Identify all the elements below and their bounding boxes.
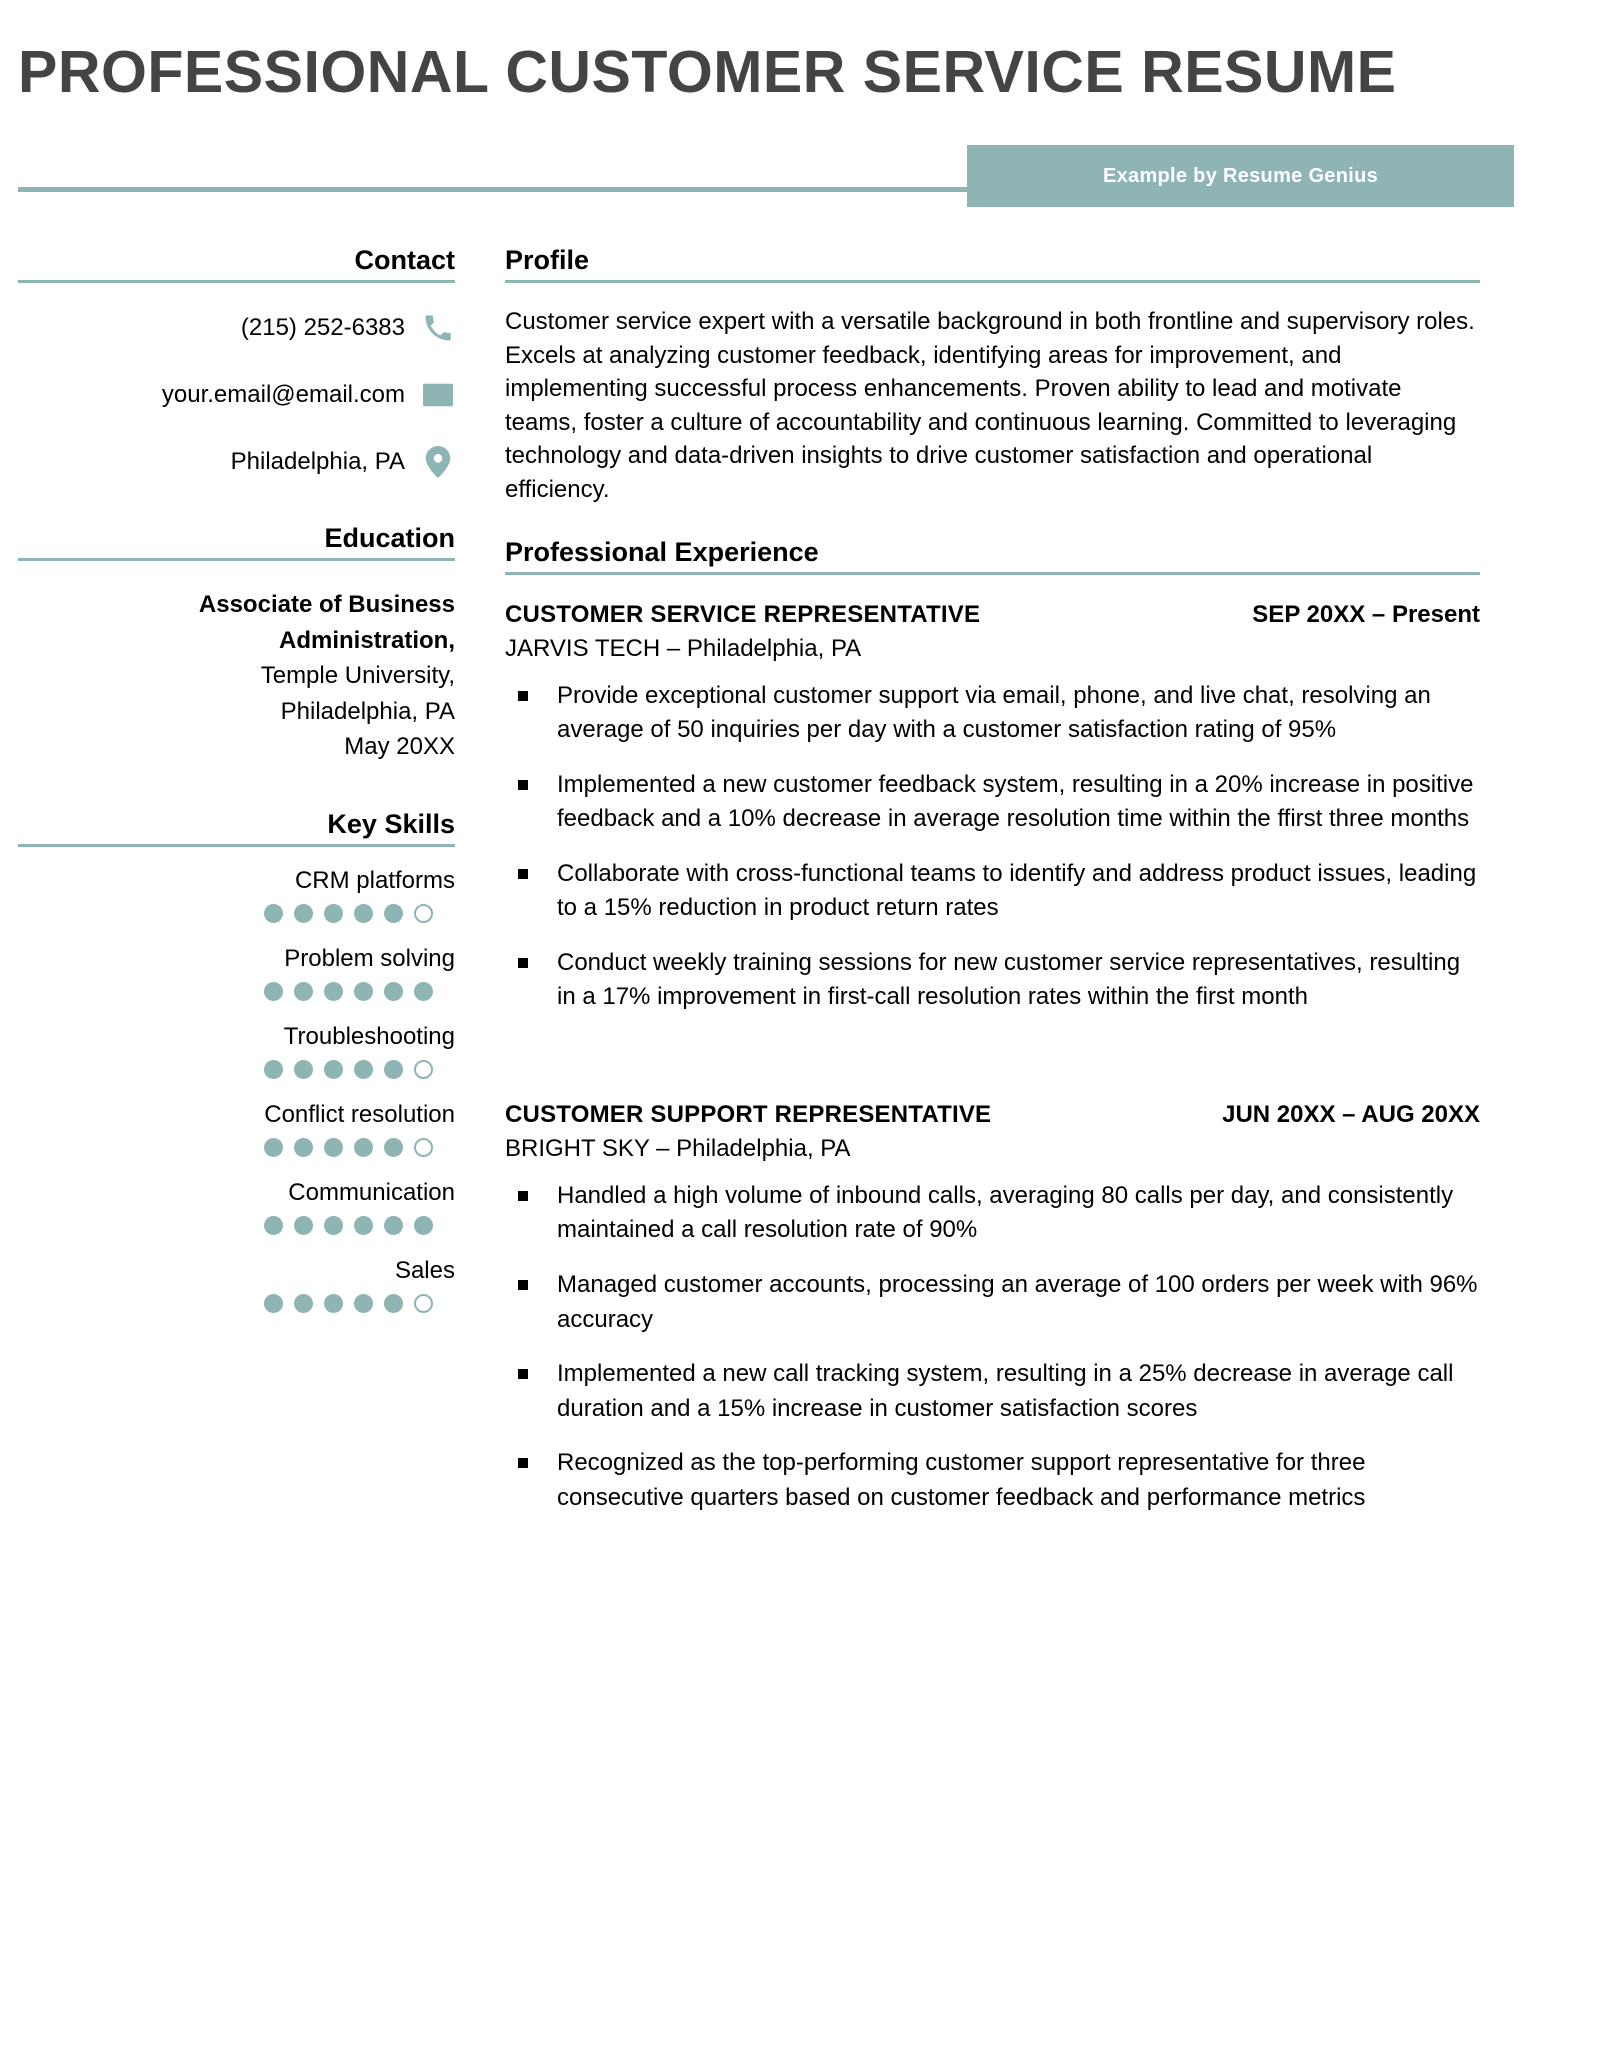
rating-dot-filled (324, 904, 343, 923)
rating-dot-filled (294, 982, 313, 1001)
rating-dot-filled (384, 1060, 403, 1079)
envelope-icon (421, 378, 455, 412)
job-headline (505, 1101, 1480, 1129)
bullet-text: Conduct weekly training sessions for new customer service representatives, resulting in a 17% improvement in first-call resolution rates within the first month (557, 948, 1461, 1011)
contact-item-location (18, 445, 455, 479)
profile-divider (505, 280, 1480, 283)
skill-rating (18, 1216, 455, 1235)
rating-dot-filled (324, 1294, 343, 1313)
square-bullet-icon (505, 1268, 557, 1337)
bullet-text: Recognized as the top-performing customer support representative for three consecutive quarters based on customer feedback and performance metrics (557, 1449, 1366, 1511)
rating-dot-filled (384, 1138, 403, 1157)
skill-rating (18, 1138, 455, 1157)
rating-dot-filled (294, 1060, 313, 1079)
skills-section (18, 809, 455, 1313)
rating-dot-filled (324, 1060, 343, 1079)
bullet-text: Implemented a new customer feedback system, resulting in a 20% increase in positive feedback and a 10% decrease in average resolution time within the ffirst three months (557, 770, 1474, 833)
skill-label: Conflict resolution (264, 1100, 455, 1128)
rating-dot-filled (384, 982, 403, 1001)
experience-divider (505, 572, 1480, 575)
rating-dot-empty (414, 1060, 433, 1079)
sidebar (18, 245, 455, 1335)
skill-item (18, 1101, 455, 1157)
skill-rating (18, 1294, 455, 1313)
experience-entry (505, 1101, 1480, 1515)
bullet-text: Handled a high volume of inbound calls, averaging 80 calls per day, and consistently maintained a call resolution rate of 90% (557, 1181, 1454, 1244)
contact-divider (18, 280, 455, 283)
square-bullet-icon (505, 768, 557, 837)
experience-heading: Professional Experience (505, 536, 819, 567)
skill-item (18, 1179, 455, 1235)
square-bullet-icon (505, 1357, 557, 1426)
job-title: CUSTOMER SUPPORT REPRESENTATIVE (505, 1100, 992, 1128)
experience-entry (505, 601, 1480, 1015)
list-item (505, 768, 1480, 837)
jobs-list (505, 601, 1480, 1516)
skill-label: CRM platforms (294, 866, 455, 894)
education-date: May 20XX (344, 733, 455, 761)
skill-rating (18, 982, 455, 1001)
skill-rating (18, 1060, 455, 1079)
bullet-text: Managed customer accounts, processing an average of 100 orders per week with 96% accuracy (557, 1271, 1478, 1333)
job-title: CUSTOMER SERVICE REPRESENTATIVE (505, 600, 981, 628)
education-heading: Education (324, 523, 455, 553)
skill-label: Sales (394, 1256, 455, 1284)
contact-list (18, 311, 455, 479)
job-bullets (505, 1179, 1480, 1515)
job-dates: SEP 20XX – Present (1252, 600, 1480, 628)
skill-rating (18, 904, 455, 923)
education-divider (18, 558, 455, 561)
rating-dot-filled (264, 1294, 283, 1313)
email-value: your.email@email.com (161, 381, 405, 408)
square-bullet-icon (505, 679, 557, 748)
skill-item (18, 945, 455, 1001)
rating-dot-empty (414, 904, 433, 923)
education-school: Temple University, (260, 662, 455, 690)
job-bullets (505, 679, 1480, 1015)
skill-item (18, 1257, 455, 1313)
bullet-text: Provide exceptional customer support via email, phone, and live chat, resolving an average of 50 inquiries per day with a customer satisfaction rating of 95% (557, 681, 1431, 744)
skill-item (18, 867, 455, 923)
contact-heading: Contact (354, 245, 455, 275)
job-company: JARVIS TECH – Philadelphia, PA (505, 634, 862, 662)
rating-dot-filled (354, 982, 373, 1001)
rating-dot-filled (384, 1294, 403, 1313)
rating-dot-filled (324, 1138, 343, 1157)
square-bullet-icon (505, 1446, 557, 1515)
example-banner: Example by Resume Genius (967, 145, 1514, 207)
skill-label: Communication (288, 1178, 455, 1206)
bullet-text: Collaborate with cross-functional teams to identify and address product issues, leading to a 15% reduction in product return rates (557, 859, 1477, 922)
list-item (505, 679, 1480, 748)
rating-dot-filled (294, 1138, 313, 1157)
page-title: PROFESSIONAL CUSTOMER SERVICE RESUME (18, 39, 1397, 105)
square-bullet-icon (505, 857, 557, 926)
job-company: BRIGHT SKY – Philadelphia, PA (505, 1134, 851, 1162)
rating-dot-filled (264, 982, 283, 1001)
rating-dot-filled (264, 1138, 283, 1157)
list-item (505, 1357, 1480, 1426)
bullet-text: Implemented a new call tracking system, resulting in a 25% decrease in average call duration and a 15% increase in customer satisfaction scores (557, 1360, 1454, 1422)
list-item (505, 1446, 1480, 1515)
contact-item-phone (18, 311, 455, 345)
rating-dot-filled (294, 1294, 313, 1313)
contact-item-email (18, 378, 455, 412)
rating-dot-filled (414, 1216, 433, 1235)
skills-divider (18, 844, 455, 847)
rating-dot-filled (414, 982, 433, 1001)
rating-dot-filled (354, 1138, 373, 1157)
rating-dot-filled (294, 904, 313, 923)
rating-dot-filled (294, 1216, 313, 1235)
phone-icon (421, 311, 455, 345)
square-bullet-icon (505, 1179, 557, 1248)
rating-dot-filled (264, 1216, 283, 1235)
rating-dot-filled (354, 904, 373, 923)
rating-dot-filled (324, 982, 343, 1001)
skills-heading: Key Skills (327, 808, 455, 839)
rating-dot-filled (384, 904, 403, 923)
skill-item (18, 1023, 455, 1079)
list-item (505, 946, 1480, 1015)
profile-section (505, 245, 1480, 507)
job-dates: JUN 20XX – AUG 20XX (1222, 1100, 1480, 1128)
list-item (505, 857, 1480, 926)
rating-dot-empty (414, 1138, 433, 1157)
rating-dot-filled (324, 1216, 343, 1235)
rating-dot-filled (384, 1216, 403, 1235)
list-item (505, 1179, 1480, 1248)
map-pin-icon (421, 445, 455, 479)
rating-dot-filled (354, 1216, 373, 1235)
education-location: Philadelphia, PA (280, 697, 455, 725)
skills-list (18, 867, 455, 1313)
education-degree-line2: Administration, (278, 626, 455, 654)
skill-label: Troubleshooting (283, 1022, 455, 1050)
phone-value: (215) 252-6383 (240, 314, 405, 341)
rating-dot-filled (264, 1060, 283, 1079)
skill-label: Problem solving (284, 944, 455, 972)
location-value: Philadelphia, PA (230, 448, 405, 475)
rating-dot-filled (264, 904, 283, 923)
education-section (18, 523, 455, 765)
square-bullet-icon (505, 946, 557, 1015)
rating-dot-filled (354, 1060, 373, 1079)
rating-dot-empty (414, 1294, 433, 1313)
rating-dot-filled (354, 1294, 373, 1313)
education-degree-line1: Associate of Business (198, 591, 455, 618)
contact-section (18, 245, 455, 479)
experience-section (505, 537, 1480, 1516)
job-headline (505, 601, 1480, 629)
profile-heading: Profile (505, 245, 590, 275)
education-entry (18, 587, 455, 765)
profile-text: Customer service expert with a versatile background in both frontline and supervisory roles. Excels at analyzing customer feedback, identifying areas for improvement, and implementing successful process enhancements. Proven ability to lead and motivate teams, foster a culture of accountability and continuous learning. Committed to leveraging technology and data-driven insights to drive customer satisfaction and operational efficiency. (505, 308, 1475, 503)
list-item (505, 1268, 1480, 1337)
main-column (505, 245, 1480, 1535)
